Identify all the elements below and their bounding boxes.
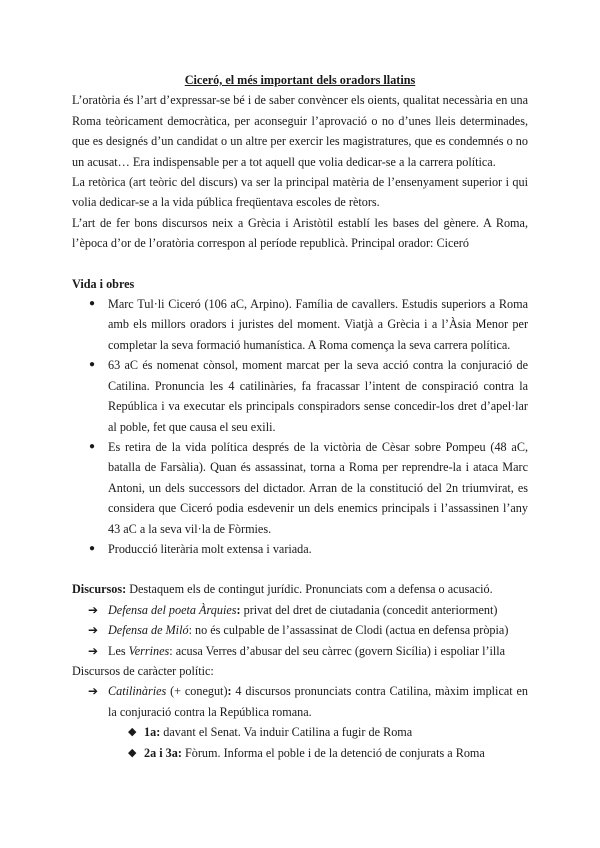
- discursos-label: Discursos:: [72, 582, 127, 597]
- bullet-icon: ●: [89, 440, 96, 452]
- discursos-intro: Discursos: Destaquem els de contingut jurídic. Pronunciats com a defensa o acusació.: [72, 582, 493, 597]
- list-item: ● Producció literària molt extensa i variada.: [72, 539, 528, 559]
- politic-label: Discursos de caràcter polític:: [72, 663, 214, 678]
- diamond-bullet-icon: ◆: [128, 726, 137, 739]
- intro-paragraph-2: La retòrica (art teòric del discurs) va ser la principal matèria de l’ensenyament superior i qui volia dedicar-se a la vida pública freqüentava escoles de rètors.: [72, 175, 528, 210]
- list-item: ● 63 aC és nomenat cònsol, moment marcat per la seva acció contra la conjuració de Catilina. Pronuncia les 4 catilinàries, fa fracassar l’intent de conspiració contra la República i va executar els principals conspiradors sense concedir-los dret d’apel·lar al poble, fet que causa el seu exili.: [72, 355, 528, 437]
- catilinaries-item: ➔ Catilinàries (+ conegut): 4 discursos pronunciats contra Catilina, màxim implicat en la conjuració contra la República romana.: [72, 681, 528, 722]
- discurs-item: ➔ Les Verrines: acusa Verres d’abusar del seu càrrec (govern Sicília) i espoliar l’illa: [72, 641, 528, 661]
- document-body: [72, 70, 528, 763]
- list-item: ● Marc Tul·li Ciceró (106 aC, Arpino). Família de cavallers. Estudis superiors a Roma amb els millors oradors i juristes del moment. Viatjà a Grècia i a l’Àsia Menor per completar la seva formació humanística. A Roma comença la seva carrera política.: [72, 294, 528, 355]
- arrow-right-icon: ➔: [88, 623, 99, 638]
- bullet-icon: ●: [89, 359, 96, 371]
- catilinaria-subitem: ◆ 1a: davant el Senat. Va induir Catilina a fugir de Roma: [72, 722, 528, 742]
- spacer: [72, 254, 528, 274]
- bullet-icon: ●: [89, 542, 96, 554]
- arrow-right-icon: ➔: [88, 643, 99, 658]
- discurs-item: ➔ Defensa de Miló: no és culpable de l’assassinat de Clodi (actua en defensa pròpia): [72, 620, 528, 640]
- catilinaria-subitem: ◆ 2a i 3a: Fòrum. Informa el poble i de la detenció de conjurats a Roma: [72, 743, 528, 763]
- intro-paragraph-1: L’oratòria és l’art d’expressar-se bé i de saber convèncer els oients, qualitat necessària en una Roma teòricament democràtica, per aconseguir l’aprovació o no d’unes lleis determinades, que es designés d’un candidat o un altre per exercir les magistratures, que es condemnés o no un acusat… Era indispensable per a tot aquell que volia dedicar-se a la carrera política.: [72, 93, 528, 169]
- spacer: [72, 559, 528, 579]
- discurs-item: ➔ Defensa del poeta Àrquies: privat del dret de ciutadania (concedit anteriorment): [72, 600, 528, 620]
- page-title: Ciceró, el més important dels oradors llatins: [184, 73, 416, 87]
- vida-list: [72, 294, 528, 559]
- bullet-icon: ●: [89, 298, 96, 310]
- diamond-bullet-icon: ◆: [128, 746, 137, 759]
- arrow-right-icon: ➔: [88, 684, 99, 699]
- section-heading-vida: Vida i obres: [72, 276, 135, 291]
- list-item: ● Es retira de la vida política després de la victòria de Cèsar sobre Pompeu (48 aC, batalla de Farsàlia). Quan és assassinat, torna a Roma per reprendre-la i ataca Marc Antoni, un dels successors del dictador. Arran de la constitució del 2n triumvirat, es considera que Ciceró podia esdevenir un dels enemics principals i l’assassinen l’any 43 aC a la seva vil·la de Fòrmies.: [72, 437, 528, 539]
- intro-paragraph-3: L’art de fer bons discursos neix a Grècia i Aristòtil establí les bases del gènere. A Roma, l’època d’or de l’oratòria correspon al període republicà. Principal orador: Ciceró: [72, 215, 528, 251]
- arrow-right-icon: ➔: [88, 602, 99, 617]
